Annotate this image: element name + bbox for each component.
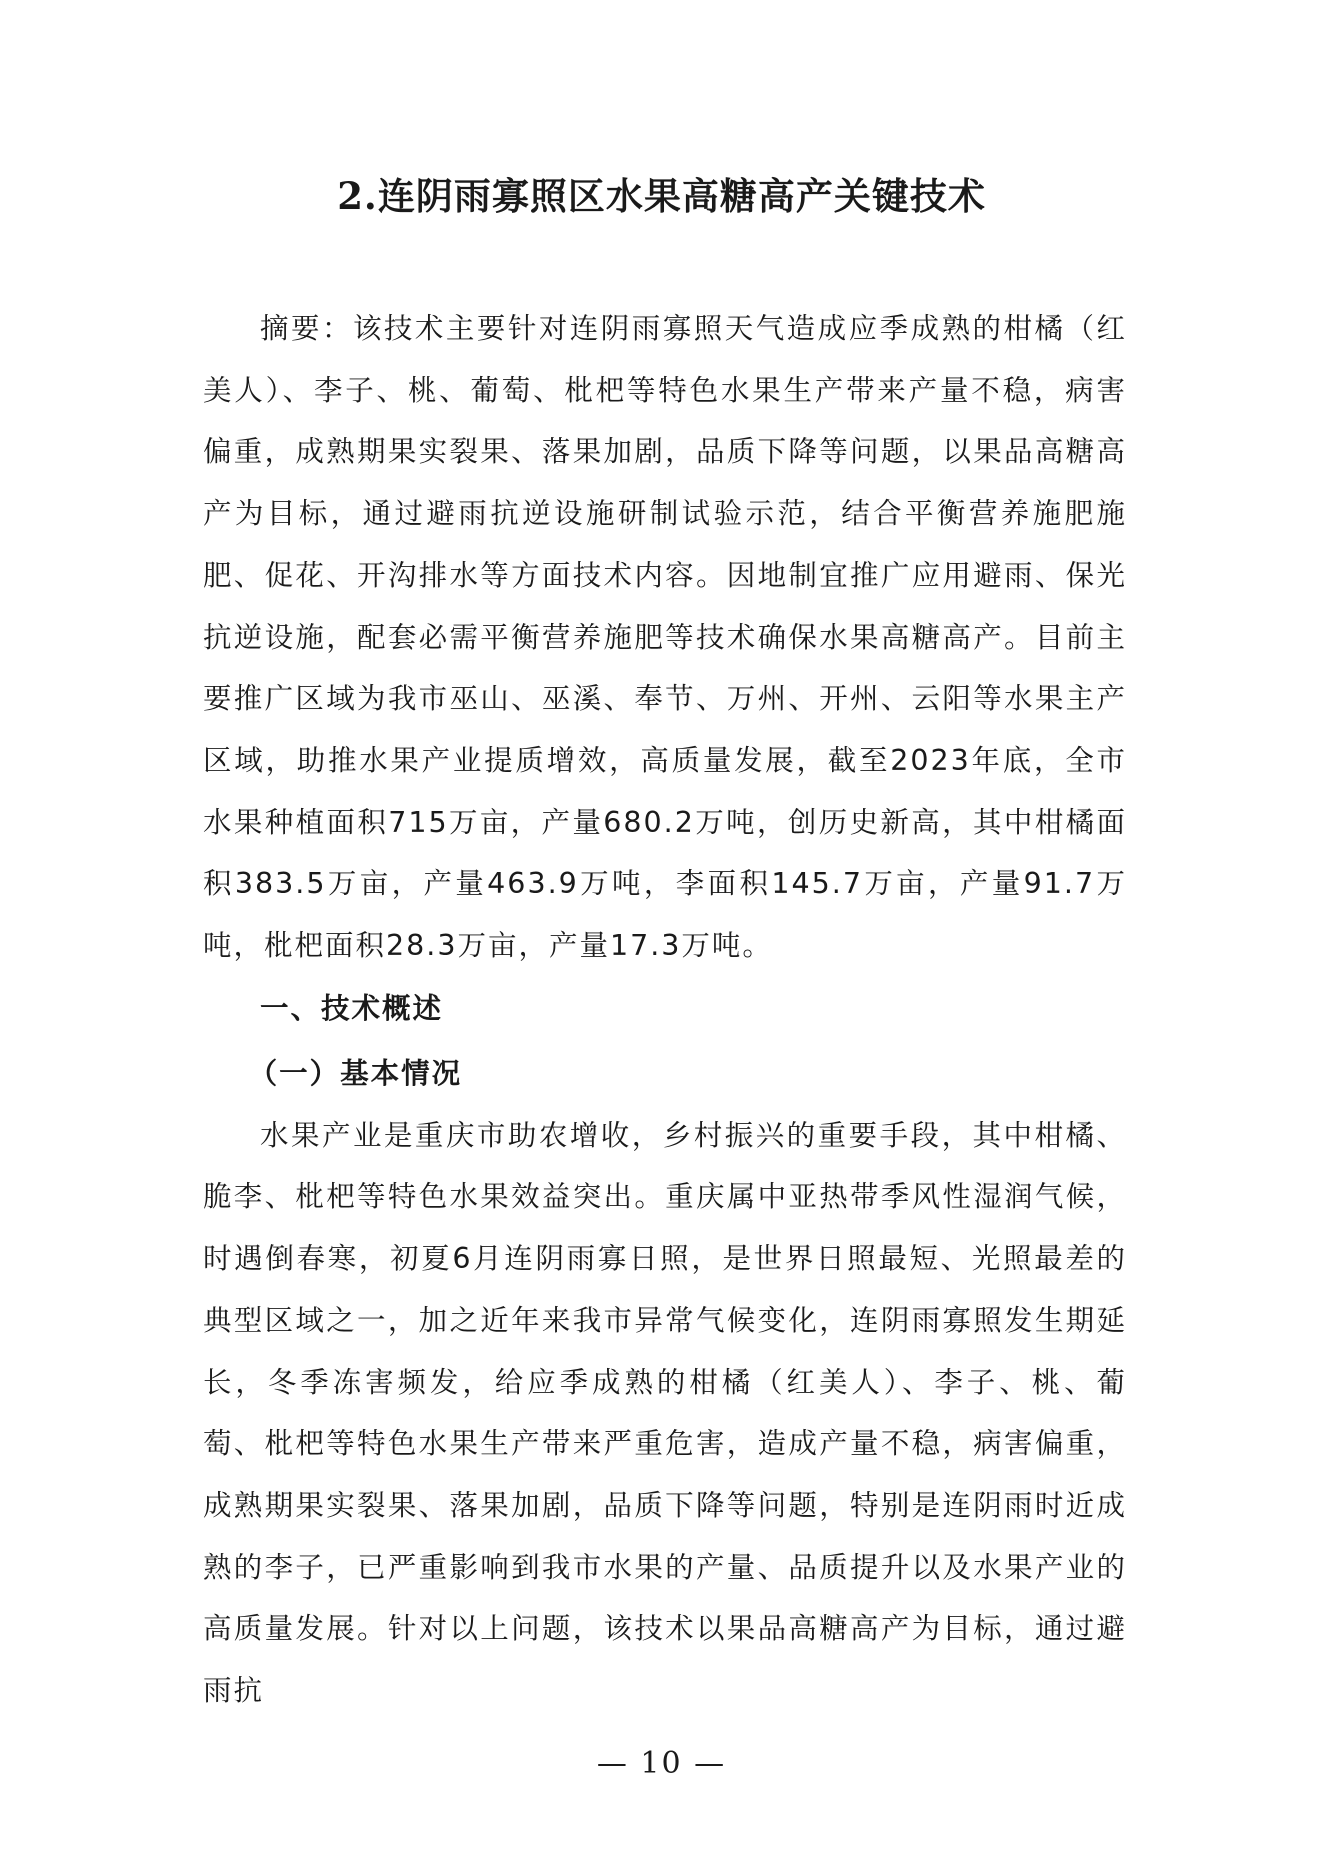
section-heading: 一、技术概述 — [260, 991, 444, 1025]
abstract-paragraph: 摘要：该技术主要针对连阴雨寡照天气造成应季成熟的柑橘（红美人）、李子、桃、葡萄、枇杷等特色水果生产带来产量不稳，病害偏重，成熟期果实裂果、落果加剧，品质下降等问题，以果品高糖高产为目标，通过避雨抗逆设施研制试验示范，结合平衡营养施肥施肥、促花、开沟排水等方面技术内容。因地制宜推广应用避雨、保光抗逆设施，配套必需平衡营养施肥等技术确保水果高糖高产。目前主要推广区域为我市巫山、巫溪、奉节、万州、开州、云阳等水果主产区域，助推水果产业提质增效，高质量发展，截至2023年底，全市水果种植面积715万亩，产量680.2万吨，创历史新高，其中柑橘面积383.5万亩，产量463.9万吨，李面积145.7万亩，产量91.7万吨，枇杷面积28.3万亩，产量17.3万吨。 — [203, 312, 1127, 963]
body-paragraph: 水果产业是重庆市助农增收，乡村振兴的重要手段，其中柑橘、脆李、枇杷等特色水果效益突出。重庆属中亚热带季风性湿润气候，时遇倒春寒，初夏6月连阴雨寡日照，是世界日照最短、光照最差的典型区域之一，加之近年来我市异常气候变化，连阴雨寡照发生期延长，冬季冻害频发，给应季成熟的柑橘（红美人）、李子、桃、葡萄、枇杷等特色水果生产带来严重危害，造成产量不稳，病害偏重，成熟期果实裂果、落果加剧，品质下降等问题，特别是连阴雨时近成熟的李子，已严重影响到我市水果的产量、品质提升以及水果产业的高质量发展。针对以上问题，该技术以果品高糖高产为目标，通过避雨抗 — [203, 1118, 1127, 1708]
document-title: 2.连阴雨寡照区水果高糖高产关键技术 — [337, 174, 986, 218]
page-number: — 10 — — [596, 1746, 727, 1781]
subsection-heading: （一）基本情况 — [248, 1055, 463, 1090]
document-body — [203, 298, 1127, 1722]
